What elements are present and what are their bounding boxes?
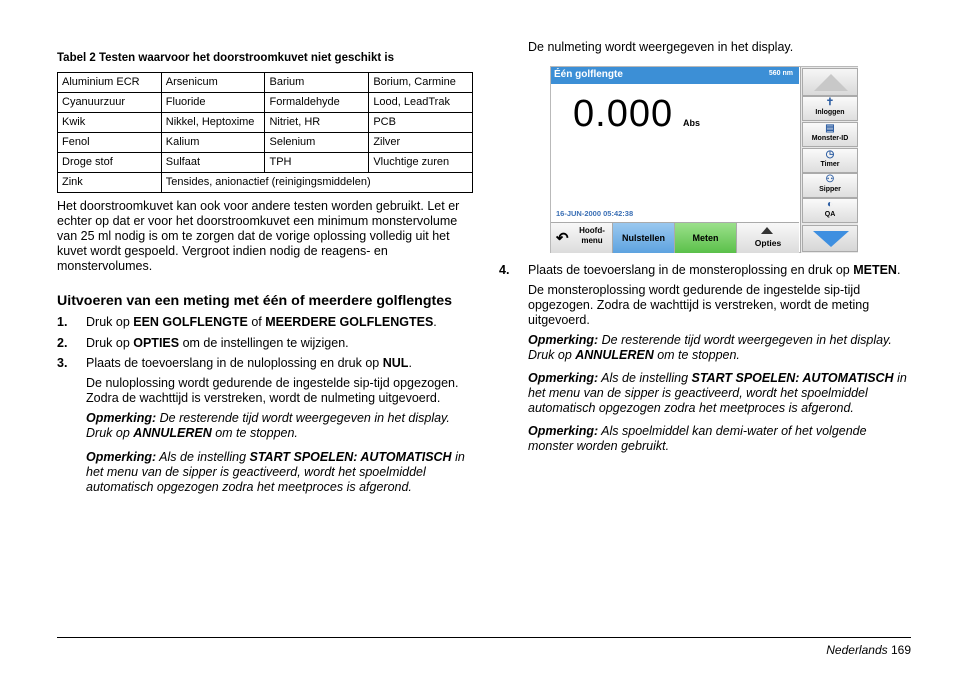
- device-title-bar: [551, 67, 799, 84]
- zero-button[interactable]: Nulstellen: [613, 223, 675, 253]
- table-cell: Formaldehyde: [265, 93, 369, 113]
- instrument-screenshot: [550, 66, 858, 253]
- scroll-down-arrow-icon[interactable]: [802, 225, 858, 252]
- options-button[interactable]: Opties: [737, 223, 799, 253]
- table-cell: Lood, LeadTrak: [369, 93, 473, 113]
- device-program-title: Één golflengte: [554, 69, 623, 80]
- table-cell: Fluoride: [161, 93, 265, 113]
- step-3-text: De nuloplossing wordt gedurende de ingestelde sip-tijd opgezogen. Zodra de wachttijd is verstreken, wordt de nulmeting uitgevoerd.: [86, 376, 459, 405]
- scroll-up-arrow-icon[interactable]: [802, 68, 858, 96]
- device-reading-unit: Abs: [683, 118, 701, 128]
- back-arrow-icon: ↶: [556, 230, 569, 247]
- table-cell: Cyanuurzuur: [58, 93, 162, 113]
- vial-icon: ▤: [825, 123, 835, 134]
- device-side-menu: [800, 67, 858, 253]
- right-column-lower: [499, 263, 911, 454]
- footer-rule: [57, 637, 911, 638]
- device-bottom-bar: [551, 222, 799, 253]
- sample-id-button[interactable]: ▤ Monster-ID: [802, 122, 858, 147]
- table-row: [58, 153, 473, 173]
- main-menu-button[interactable]: ↶ Hoofd- menu: [551, 223, 613, 253]
- note-auto-rinse: Opmerking: Als de instelling START SPOELEN: AUTOMATISCH in het menu van de sipper is geactiveerd, wordt het spoelmiddel automatisch opgezogen zodra het meetproces is afgerond.: [86, 450, 465, 494]
- table-cell: Tensides, anionactief (reinigingsmiddelen): [161, 173, 472, 193]
- step-4-text: De monsteroplossing wordt gedurende de ingestelde sip-tijd opgezogen. Zodra de wachttijd is verstreken, wordt de meting uitgevoerd.: [528, 283, 870, 327]
- section-heading: Uitvoeren van een meting met één of meerdere golflengtes: [57, 293, 452, 309]
- table-cell: Selenium: [265, 133, 369, 153]
- person-icon: ✝: [825, 97, 835, 108]
- table-cell: Fenol: [58, 133, 162, 153]
- note-rinse-agent: Opmerking: Als spoelmiddel kan demi-water of het volgende monster worden gebruikt.: [528, 424, 867, 453]
- table-cell: Zink: [58, 173, 162, 193]
- table-row: [58, 173, 473, 193]
- login-button[interactable]: ✝ Inloggen: [802, 96, 858, 121]
- table-row: [58, 133, 473, 153]
- table-row: [58, 73, 473, 93]
- table-cell: Kalium: [161, 133, 265, 153]
- table-cell: Arsenicum: [161, 73, 265, 93]
- steps-list: [57, 315, 474, 371]
- qa-icon: ◐: [826, 199, 834, 210]
- page-number: 169: [890, 643, 911, 657]
- steps-list-continued: [499, 263, 911, 278]
- table-cell: Nikkel, Heptoxime: [161, 113, 265, 133]
- table-cell: Zilver: [369, 133, 473, 153]
- step-2: 2. Druk op OPTIES om de instellingen te wijzigen.: [57, 336, 349, 350]
- table-cell: Nitriet, HR: [265, 113, 369, 133]
- table-cell: Barium: [265, 73, 369, 93]
- table-cell: Sulfaat: [161, 153, 265, 173]
- table-cell: Aluminium ECR: [58, 73, 162, 93]
- qa-button[interactable]: ◐ QA: [802, 198, 858, 223]
- table-cell: Vluchtige zuren: [369, 153, 473, 173]
- tests-table: [57, 72, 473, 193]
- right-column: [499, 40, 909, 55]
- sipper-button[interactable]: ⚇ Sipper: [802, 173, 858, 198]
- table-cell: Borium, Carmine: [369, 73, 473, 93]
- device-datetime: 16-JUN-2000 05:42:38: [556, 209, 634, 218]
- table-cell: TPH: [265, 153, 369, 173]
- step-4: 4. Plaats de toevoerslang in de monsteroplossing en druk op METEN.: [499, 263, 901, 277]
- table-row: [58, 93, 473, 113]
- note-auto-rinse-2: Opmerking: Als de instelling START SPOELEN: AUTOMATISCH in het menu van de sipper is geactiveerd, wordt het spoelmiddel automatisch opgezogen zodra het meetproces is afgerond.: [528, 371, 907, 415]
- step-3: 3. Plaats de toevoerslang in de nuloplossing en druk op NUL.: [57, 356, 412, 370]
- intro-paragraph: Het doorstroomkuvet kan ook voor andere testen worden gebruikt. Let er echter op dat er voor het doorstroomkuvet een minimum monstervolume van 25 ml nodig is om te zorgen dat de vorige oplossing volledig uit het kuvet wordt gespoeld. Vergroot indien nodig de reagens- en monstervolumes.: [57, 199, 460, 273]
- table-cell: Kwik: [58, 113, 162, 133]
- device-wavelength: 560 nm: [768, 70, 793, 77]
- note-remaining-time-2: Opmerking: De resterende tijd wordt weergegeven in het display. Druk op ANNULEREN om te stoppen.: [528, 333, 892, 362]
- table-cell: PCB: [369, 113, 473, 133]
- table-caption: Tabel 2 Testen waarvoor het doorstroomkuvet niet geschikt is: [57, 52, 394, 64]
- device-reading-value: 0.000: [573, 93, 674, 135]
- left-column: [57, 52, 474, 495]
- table-cell: Droge stof: [58, 153, 162, 173]
- step-1: 1. Druk op EEN GOLFLENGTE of MEERDERE GOLFLENGTES.: [57, 315, 437, 329]
- note-remaining-time: Opmerking: De resterende tijd wordt weergegeven in het display. Druk op ANNULEREN om te stoppen.: [86, 411, 450, 440]
- sipper-icon: ⚇: [825, 174, 835, 185]
- page-footer: [826, 643, 911, 657]
- timer-button[interactable]: ◷ Timer: [802, 148, 858, 173]
- zero-result-text: De nulmeting wordt weergegeven in het display.: [528, 40, 794, 54]
- footer-language: Nederlands: [826, 643, 888, 657]
- measure-button[interactable]: Meten: [675, 223, 737, 253]
- timer-icon: ◷: [825, 149, 835, 160]
- options-arrow-icon: [761, 227, 773, 234]
- table-row: [58, 113, 473, 133]
